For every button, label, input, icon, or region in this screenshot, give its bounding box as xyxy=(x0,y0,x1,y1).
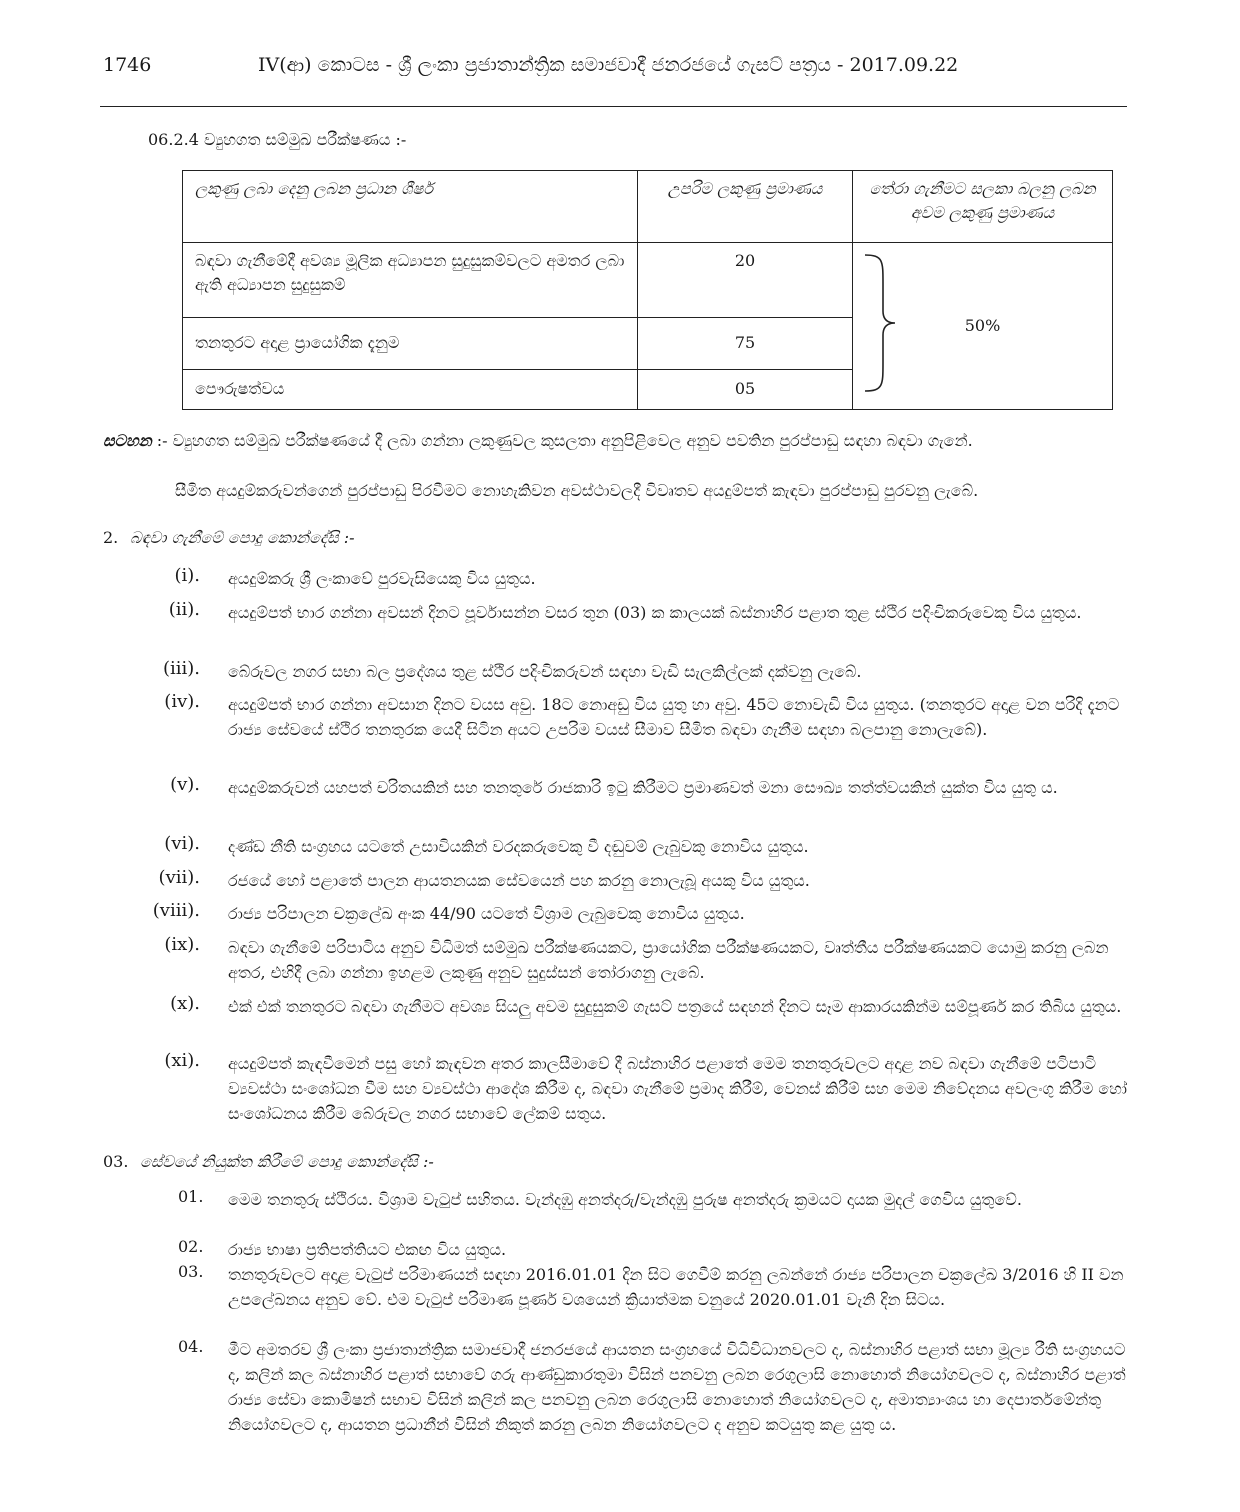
row-label: බඳවා ගැනීමේදී අවශ්‍ය මූලික අධ්‍යාපන සුදුසුකම්වලට අමතර ලබා ඇති අධ්‍යාපන සුදුසුකම් xyxy=(183,243,638,317)
item-text: රජයේ හෝ පළාතේ පාලන ආයතනයක සේවයෙන් පහ කරනු නොලැබූ අයකු විය යුතුය. xyxy=(228,871,810,890)
row-marks: 05 xyxy=(638,369,853,409)
item-text: මෙම තනතුරු ස්ථිරය. විශ්‍රාම වැටුප් සහිතය. වැන්දඹු අනත්දරු/වැන්දඹු පුරුෂ අනත්දරු ක්‍රමයට දායක මුදල් ගෙවිය යුතුවේ. xyxy=(228,1190,1022,1209)
section-3-title: සේවයේ නියුක්ත කිරීමේ පොදු කොන්දේසි :- xyxy=(140,1152,434,1171)
interview-marks-table xyxy=(182,170,1113,410)
item-number: 03. xyxy=(178,1262,204,1281)
item-number: 04. xyxy=(178,1337,204,1356)
table-row xyxy=(183,243,1113,317)
item-number: (ii). xyxy=(168,599,200,620)
item-text: තනතුරුවලට අදාළ වැටුප් පරිමාණයන් සඳහා 2016.01.01 දින සිට ගෙවීම් කරනු ලබන්නේ රාජ්‍ය පරිපාලන චක්‍රලේඛ 3/2016 හි II වන උපලේඛනය අනුව වේ. එම වැටුප් පරිමාණ පූර්ණ වශයෙන් ක්‍රියාත්මක වනුයේ 2020.01.01 වැනි දින සිටය. xyxy=(228,1265,1124,1309)
row-label: පෞරුෂත්වය xyxy=(183,369,638,409)
item-number: (x). xyxy=(170,993,200,1014)
col-header-max-marks: උපරිම ලකුණු ප්‍රමාණය xyxy=(638,171,853,243)
item-number: (ix). xyxy=(164,934,200,955)
item-text: බේරුවල නගර සභා බල ප්‍රදේශය තුළ ස්ථිර පදිංචිකරුවන් සඳහා වැඩි සැලකිල්ලක් දක්වනු ලැබේ. xyxy=(228,662,862,681)
header-rule xyxy=(100,106,1127,107)
page-number: 1746 xyxy=(103,54,152,76)
item-number: (v). xyxy=(170,774,200,795)
item-text: අයදුම්පත් භාර ගන්නා අවසාන දිනට වයස අවු. 18ට නොඅඩු විය යුතු හා අවු. 45ට නොවැඩි විය යුතුය. (තනතුරට අදාළ වන පරිදි දැනට රාජ්‍ය සේවයේ ස්ථිර තනතුරක යෙදී සිටින අයට උපරිම වයස් සීමාව සීමිත බඳවා ගැනීම සඳහා බලපානු නොලැබේ). xyxy=(228,695,1120,739)
item-text: අයදුම්පත් භාර ගන්නා අවසන් දිනට පූර්වාසන්න වසර තුන (03) ක කාලයක් බස්නාහිර පළාත තුළ ස්ථිර පදිංචිකරුවෙකු විය යුතුය. xyxy=(228,603,1082,622)
item-text: මීට අමතරව ශ්‍රී ලංකා ප්‍රජාතාන්ත්‍රික සමාජවාදී ජනරජයේ ආයතන සංග්‍රහයේ විධිවිධානවලට ද, බස්නාහිර පළාත් සභා මූල්‍ය රීති සංග්‍රහයට ද, කලින් කල බස්නාහිර පළාත් සභාවේ ගරු ආණ්ඩුකාරතුමා විසින් පනවනු ලබන රෙගුලාසි නොහොත් නියෝගවලට ද, බස්නාහිර පළාත් රාජ්‍ය සේවා කොමිෂන් සභාව විසින් කලින් කල පනවනු ලබන රෙගුලාසි නොහොත් නියෝගවලට ද, අමාත්‍යාංශය හා දෙපාර්තමේන්තු නියෝගවලට ද, ආයතන ප්‍රධානීන් විසින් නිකුත් කරනු ලබන නියෝගවලට ද අනුව කටයුතු කළ යුතු ය. xyxy=(228,1340,1126,1434)
note-line-2: සීමිත අයදුම්කරුවන්ගෙන් පුරප්පාඩු පිරවීමට නොහැකිවන අවස්ථාවලදී විවෘතව අයදුම්පත් කැඳවා පුරප්පාඩු පුරවනු ලැබේ. xyxy=(175,481,979,500)
section-2-title: බඳවා ගැනීමේ පොදු කොන්දේසි :- xyxy=(130,528,355,547)
item-number: (iv). xyxy=(164,691,200,712)
brace-icon xyxy=(861,253,901,393)
note-line-1 xyxy=(103,428,1133,453)
item-text: දණ්ඩ නීති සංග්‍රහය යටතේ උසාවියකින් වරදකරුවෙකු වී දඬුවම් ලැබුවකු නොවිය යුතුය. xyxy=(228,837,809,856)
item-text: අයදුම්කරුවන් යහපත් චරිතයකින් සහ තනතුරේ රාජකාරි ඉටු කිරීමට ප්‍රමාණවත් මනා සෞඛ්‍ය තත්ත්වයකින් යුක්ත විය යුතු ය. xyxy=(228,778,1058,797)
item-number: (xi). xyxy=(164,1050,200,1071)
item-number: (i). xyxy=(174,565,200,586)
col-header-min-marks: තේරා ගැනීමට සලකා බලනු ලබන අවම ලකුණු ප්‍රමාණය xyxy=(853,171,1113,243)
min-marks-value: 50% xyxy=(964,316,1001,336)
section-3-number: 03. xyxy=(103,1152,129,1171)
row-label: තනතුරට අදාළ ප්‍රායෝගික දැනුම xyxy=(183,317,638,369)
row-marks: 20 xyxy=(638,243,853,317)
table-header-row xyxy=(183,171,1113,243)
note-label: සටහන xyxy=(103,431,152,450)
note-text-1: :- ව්‍යුහගත සම්මුඛ පරීක්ෂණයේ දී ලබා ගන්නා ලකුණුවල කුසලතා අනුපිළිවෙල අනුව පවතින පුරප්පාඩු සඳහා බඳවා ගැනේ. xyxy=(156,431,973,450)
item-number: (vi). xyxy=(164,833,200,854)
item-text: රාජ්‍ය පරිපාලන චක්‍රලේඛ අංක 44/90 යටතේ විශ්‍රාම ලැබුවෙකු නොවිය යුතුය. xyxy=(228,904,745,923)
item-text: බඳවා ගැනීමේ පරිපාටිය අනුව විධිමත් සම්මුඛ පරීක්ෂණයකට, ප්‍රායෝගික පරීක්ෂණයකට, වෘත්තීය පරීක්ෂණයකට යොමු කරනු ලබන අතර, එහිදී ලබා ගන්නා ඉහළම ලකුණු අනුව සුදුස්සන් තෝරාගනු ලැබේ. xyxy=(228,938,1109,982)
item-number: (viii). xyxy=(152,900,200,921)
page-header-title: IV(ආ) කොටස - ශ්‍රී ලංකා ප්‍රජාතාන්ත්‍රික සමාජවාදී ජනරජයේ ගැසට් පත්‍රය - 2017.09.22 xyxy=(258,54,959,76)
item-text: අයදුම්පත් කැඳවීමෙන් පසු හෝ කැඳවන අතර කාලසීමාවේ දී බස්නාහිර පළාතේ මෙම තනතුරුවලට අදාළ නව බඳවා ගැනීමේ පටිපාටි ව්‍යවස්ථා සංශෝධන වීම සහ ව්‍යවස්ථා ආදේශ කිරීම ද, බඳවා ගැනීමේ ප්‍රමාද කිරීම්, වෙනස් කිරීම් සහ මෙම නිවේදනය අවලංගු කිරීම හෝ සංශෝධනය කිරීම බේරුවල නගර සභාවේ ලේකම් සතුය. xyxy=(228,1054,1128,1123)
item-number: 01. xyxy=(178,1187,204,1206)
col-header-criteria: ලකුණු ලබා දෙනු ලබන ප්‍රධාන ශීර්ෂ xyxy=(183,171,638,243)
item-text: එක් එක් තනතුරට බඳවා ගැනීමට අවශ්‍ය සියලු අවම සුදුසුකම් ගැසට් පත්‍රයේ සඳහන් දිනට සෑම ආකාරයකින්ම සම්පූර්ණ කර තිබිය යුතුය. xyxy=(228,997,1122,1016)
interview-heading: 06.2.4 ව්‍යුහගත සම්මුඛ පරීක්ෂණය :- xyxy=(148,130,407,149)
row-marks: 75 xyxy=(638,317,853,369)
section-2-number: 2. xyxy=(103,528,119,547)
item-number: (iii). xyxy=(162,658,200,679)
item-number: (vii). xyxy=(158,867,200,888)
item-text: අයදුම්කරු ශ්‍රී ලංකාවේ පුරවැසියෙකු විය යුතුය. xyxy=(228,569,536,588)
item-text: රාජ්‍ය භාෂා ප්‍රතිපත්තියට එකඟ විය යුතුය. xyxy=(228,1240,507,1259)
item-number: 02. xyxy=(178,1237,204,1256)
min-marks-cell xyxy=(853,243,1113,410)
